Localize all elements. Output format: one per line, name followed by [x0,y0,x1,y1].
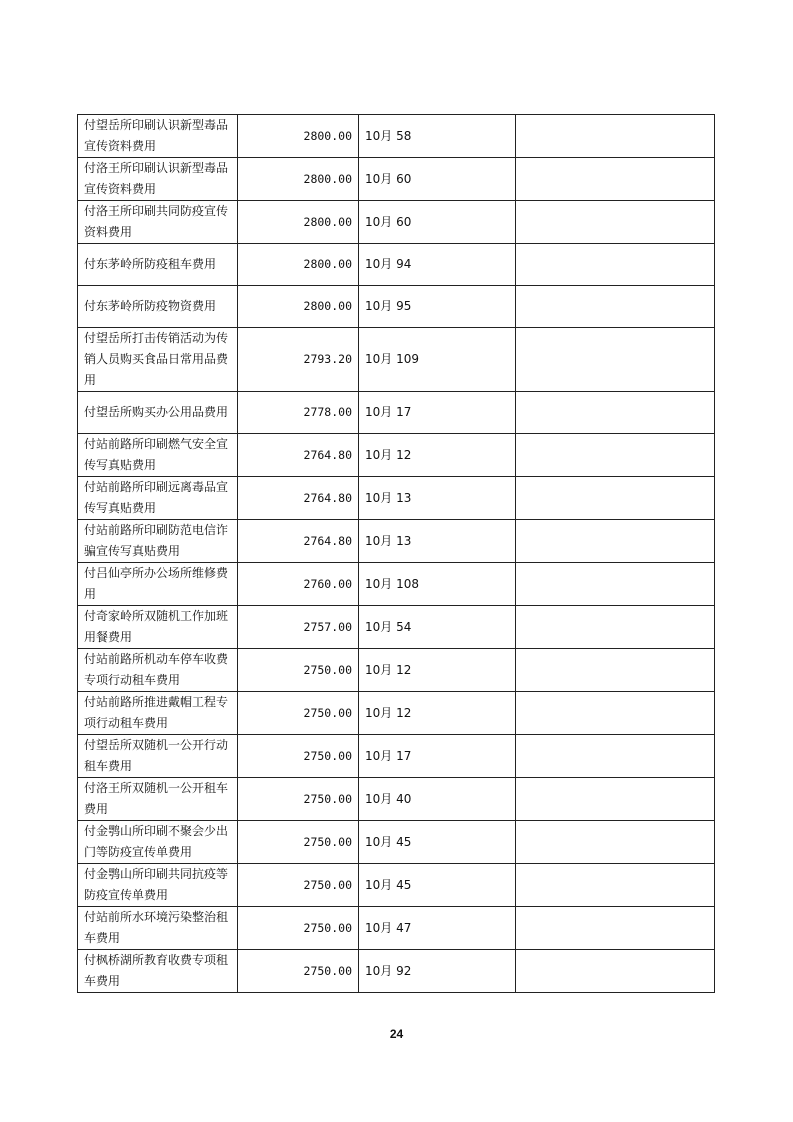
row-amount: 2750.00 [238,649,359,692]
row-voucher-ref: 10月 47 [359,907,516,950]
row-description: 付站前路所印刷远离毒品宣传写真贴费用 [78,477,238,520]
table-row [78,735,715,778]
table-row [78,115,715,158]
row-amount: 2750.00 [238,692,359,735]
row-amount: 2778.00 [238,392,359,434]
row-voucher-ref: 10月 13 [359,477,516,520]
table-row [78,821,715,864]
table-row [78,864,715,907]
table-row [78,563,715,606]
row-description: 付吕仙亭所办公场所维修费用 [78,563,238,606]
table-row [78,907,715,950]
row-description: 付枫桥湖所教育收费专项租车费用 [78,950,238,993]
row-description: 付金鹗山所印刷共同抗疫等防疫宣传单费用 [78,864,238,907]
row-note [516,778,715,821]
row-description: 付站前路所机动车停车收费专项行动租车费用 [78,649,238,692]
table-row [78,244,715,286]
row-amount: 2800.00 [238,115,359,158]
row-note [516,606,715,649]
row-amount: 2750.00 [238,778,359,821]
row-note [516,907,715,950]
row-description: 付站前路所印刷燃气安全宣传写真贴费用 [78,434,238,477]
row-voucher-ref: 10月 17 [359,392,516,434]
table-row [78,950,715,993]
row-note [516,328,715,392]
expense-table-body [78,115,715,993]
row-description: 付望岳所印刷认识新型毒品宣传资料费用 [78,115,238,158]
row-amount: 2800.00 [238,286,359,328]
table-row [78,158,715,201]
row-voucher-ref: 10月 17 [359,735,516,778]
row-note [516,115,715,158]
table-row [78,201,715,244]
row-note [516,434,715,477]
row-amount: 2764.80 [238,434,359,477]
row-amount: 2764.80 [238,520,359,563]
row-description: 付东茅岭所防疫租车费用 [78,244,238,286]
row-note [516,286,715,328]
row-amount: 2800.00 [238,201,359,244]
row-voucher-ref: 10月 95 [359,286,516,328]
row-description: 付站前路所推进戴帽工程专项行动租车费用 [78,692,238,735]
row-description: 付望岳所打击传销活动为传销人员购买食品日常用品费用 [78,328,238,392]
row-amount: 2760.00 [238,563,359,606]
row-voucher-ref: 10月 94 [359,244,516,286]
row-description: 付望岳所购买办公用品费用 [78,392,238,434]
row-note [516,649,715,692]
row-voucher-ref: 10月 12 [359,692,516,735]
row-description: 付洛王所印刷认识新型毒品宣传资料费用 [78,158,238,201]
row-description: 付洛王所印刷共同防疫宣传资料费用 [78,201,238,244]
row-note [516,520,715,563]
row-description: 付奇家岭所双随机工作加班用餐费用 [78,606,238,649]
row-amount: 2750.00 [238,950,359,993]
row-amount: 2750.00 [238,907,359,950]
table-row [78,286,715,328]
expense-table [77,114,715,993]
row-note [516,864,715,907]
row-voucher-ref: 10月 45 [359,864,516,907]
row-note [516,563,715,606]
row-amount: 2757.00 [238,606,359,649]
table-row [78,434,715,477]
table-row [78,649,715,692]
row-voucher-ref: 10月 45 [359,821,516,864]
row-amount: 2764.80 [238,477,359,520]
row-amount: 2800.00 [238,244,359,286]
row-voucher-ref: 10月 58 [359,115,516,158]
row-amount: 2750.00 [238,864,359,907]
row-description: 付东茅岭所防疫物资费用 [78,286,238,328]
row-note [516,392,715,434]
table-row [78,328,715,392]
row-note [516,244,715,286]
row-voucher-ref: 10月 13 [359,520,516,563]
table-row [78,606,715,649]
table-row [78,392,715,434]
table-row [78,520,715,563]
row-note [516,950,715,993]
row-note [516,692,715,735]
row-voucher-ref: 10月 92 [359,950,516,993]
row-amount: 2793.20 [238,328,359,392]
table-row [78,778,715,821]
row-description: 付站前路所印刷防范电信诈骗宣传写真贴费用 [78,520,238,563]
table-row [78,477,715,520]
row-amount: 2750.00 [238,735,359,778]
row-voucher-ref: 10月 109 [359,328,516,392]
row-voucher-ref: 10月 40 [359,778,516,821]
row-amount: 2750.00 [238,821,359,864]
row-description: 付金鹗山所印刷不聚会少出门等防疫宣传单费用 [78,821,238,864]
row-note [516,735,715,778]
row-voucher-ref: 10月 108 [359,563,516,606]
row-description: 付洛王所双随机一公开租车费用 [78,778,238,821]
row-voucher-ref: 10月 60 [359,158,516,201]
row-description: 付站前所水环境污染整治租车费用 [78,907,238,950]
row-voucher-ref: 10月 60 [359,201,516,244]
row-voucher-ref: 10月 54 [359,606,516,649]
row-note [516,158,715,201]
row-amount: 2800.00 [238,158,359,201]
row-voucher-ref: 10月 12 [359,434,516,477]
row-note [516,821,715,864]
row-note [516,201,715,244]
table-row [78,692,715,735]
row-voucher-ref: 10月 12 [359,649,516,692]
row-description: 付望岳所双随机一公开行动租车费用 [78,735,238,778]
row-note [516,477,715,520]
page-number: 24 [389,1027,404,1041]
